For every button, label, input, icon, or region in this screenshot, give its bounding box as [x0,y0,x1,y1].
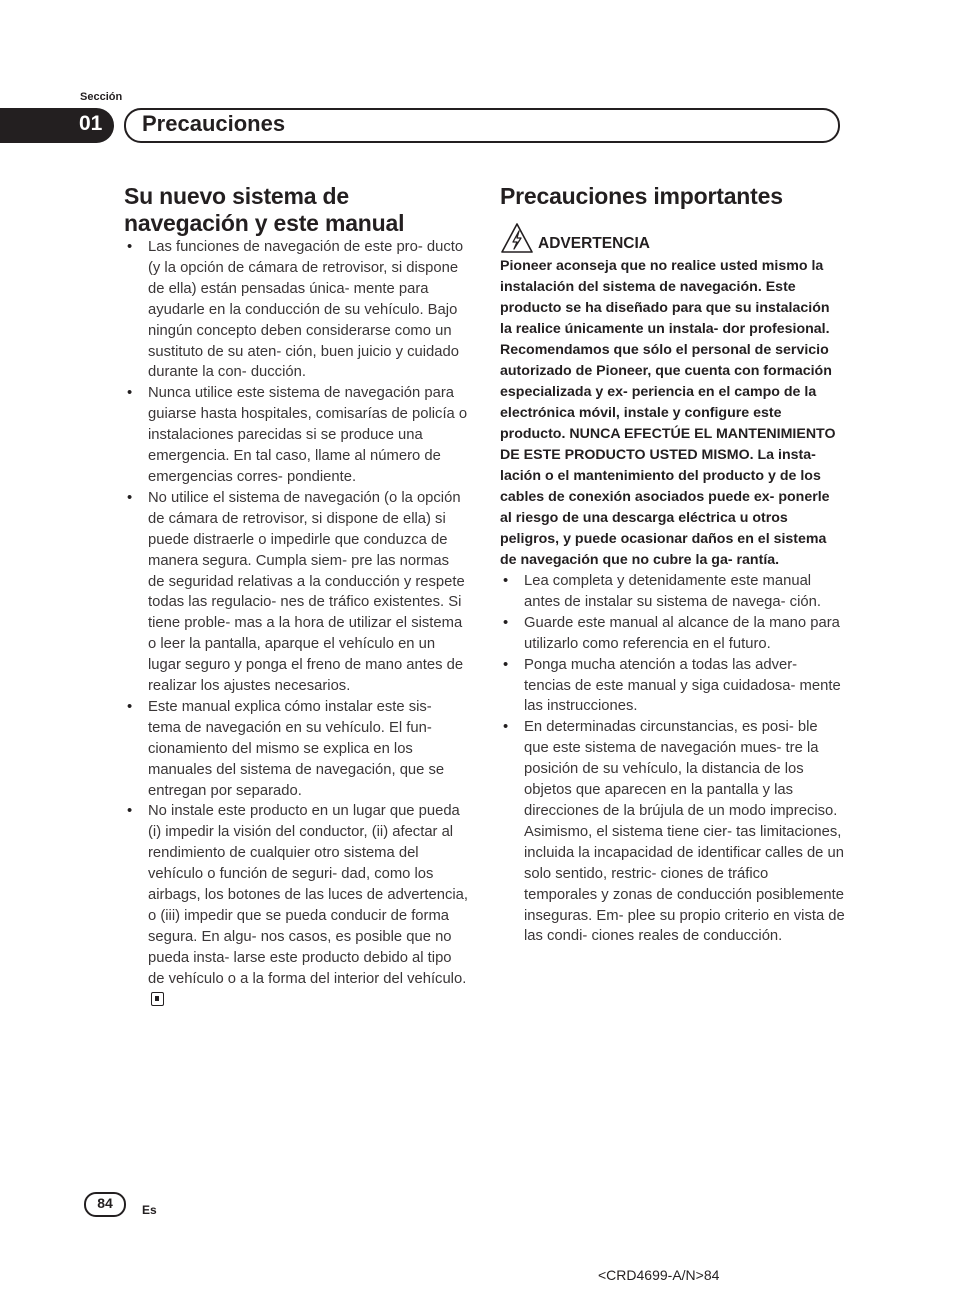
list-item: • Lea completa y detenidamente este manual antes de instalar su sistema de navega- ción. [500,571,845,613]
left-heading: Su nuevo sistema de navegación y este manual [124,183,405,236]
end-of-section-icon [151,992,164,1006]
document-code: <CRD4699-A/N>84 [598,1267,720,1283]
section-title: Precauciones [142,111,286,136]
list-item: • Guarde este manual al alcance de la mano para utilizarlo como referencia en el futuro. [500,613,845,655]
warning-text: Pioneer aconseja que no realice usted mismo la instalación del sistema de navegación. Este producto se ha diseñado para que su instalación la realice únicamente un instala- dor profesional. Recomendamos que sólo el personal de servicio autorizado de Pioneer, que cuenta con formación especializada y ex- periencia en el campo de la electrónica móvil, instale y configure este producto. NUNCA EFECTÚE EL MANTENIMIENTO DE ESTE PRODUCTO USTED MISMO. La insta- lación o el mantenimiento del producto y de los cables de conexión asociados puede ex- ponerle al riesgo de una descarga eléctrica u otros peligros, y puede ocasionar daños en el sistema de navegación que no cubre la ga- rantía. [500,258,836,568]
list-item: • Las funciones de navegación de este pro- ducto (y la opción de cámara de retrovisor, si dispone de ella) están pensadas única- mente para ayudarle en la conducción de su vehículo. Bajo ningún concepto deben considerarse como un sustituto de su aten- ción, buen juicio y cuidado durante la con- ducción. [124,237,468,383]
list-item: • Este manual explica cómo instalar este sis- tema de navegación en su vehículo. El fun- cionamiento del mismo se explica en los manuales del sistema de navegación, que se entregan por separado. [124,697,468,802]
warning-label: ADVERTENCIA [538,235,650,252]
list-item: • Ponga mucha atención a todas las adver- tencias de este manual y siga cuidadosa- mente las instrucciones. [500,655,845,718]
left-column [124,183,468,1011]
warning-triangle-icon [500,222,534,254]
section-number: 01 [79,112,103,135]
list-item: • No instale este producto en un lugar que pueda (i) impedir la visión del conductor, (ii) afectar al rendimiento de cualquier otro sistema del vehículo o función de seguri- dad, como los airbags, los botones de las luces de advertencia, o (iii) impedir que se pueda conducir de forma segura. En algu- nos casos, es posible que no pueda insta- larse este producto debido al tipo de vehículo o a la forma del interior del vehículo. [124,801,468,1010]
list-item: • Nunca utilice este sistema de navegación para guiarse hasta hospitales, comisarías de policía o instalaciones parecidas si se produce una emergencia. En tal caso, llame al número de emergencias corres- pondiente. [124,383,468,488]
left-bullet-list [124,237,468,1011]
right-column [500,183,845,947]
right-heading: Precauciones importantes [500,183,783,209]
section-label: Sección [80,91,123,103]
warning-header [500,222,845,256]
page-language: Es [142,1203,157,1217]
page-number: 84 [97,1195,113,1211]
list-item: • En determinadas circunstancias, es posi- ble que este sistema de navegación mues- tre la posición de su vehículo, la distancia de los objetos que aparecen en la pantalla y las direcciones de la brújula de un modo impreciso. Asimismo, el sistema tiene cier- tas limitaciones, incluida la incapacidad de identificar calles de un solo sentido, restric- ciones de tráfico temporales y zonas de conducción posiblemente inseguras. Em- plee su propio criterio en vista de las condi- ciones reales de conducción. [500,717,845,947]
list-item: • No utilice el sistema de navegación (o la opción de cámara de retrovisor, si dispone de ella) si puede distraerle o impedirle que conduzca de manera segura. Cumpla siem- pre las normas de seguridad relativas a la conducción y respete todas las regulacio- nes de tráfico existentes. Si tiene proble- mas a la hora de utilizar el sistema o leer la pantalla, aparque el vehículo en un lugar seguro y ponga el freno de mano antes de realizar los ajustes necesarios. [124,488,468,697]
right-bullet-list [500,571,845,947]
